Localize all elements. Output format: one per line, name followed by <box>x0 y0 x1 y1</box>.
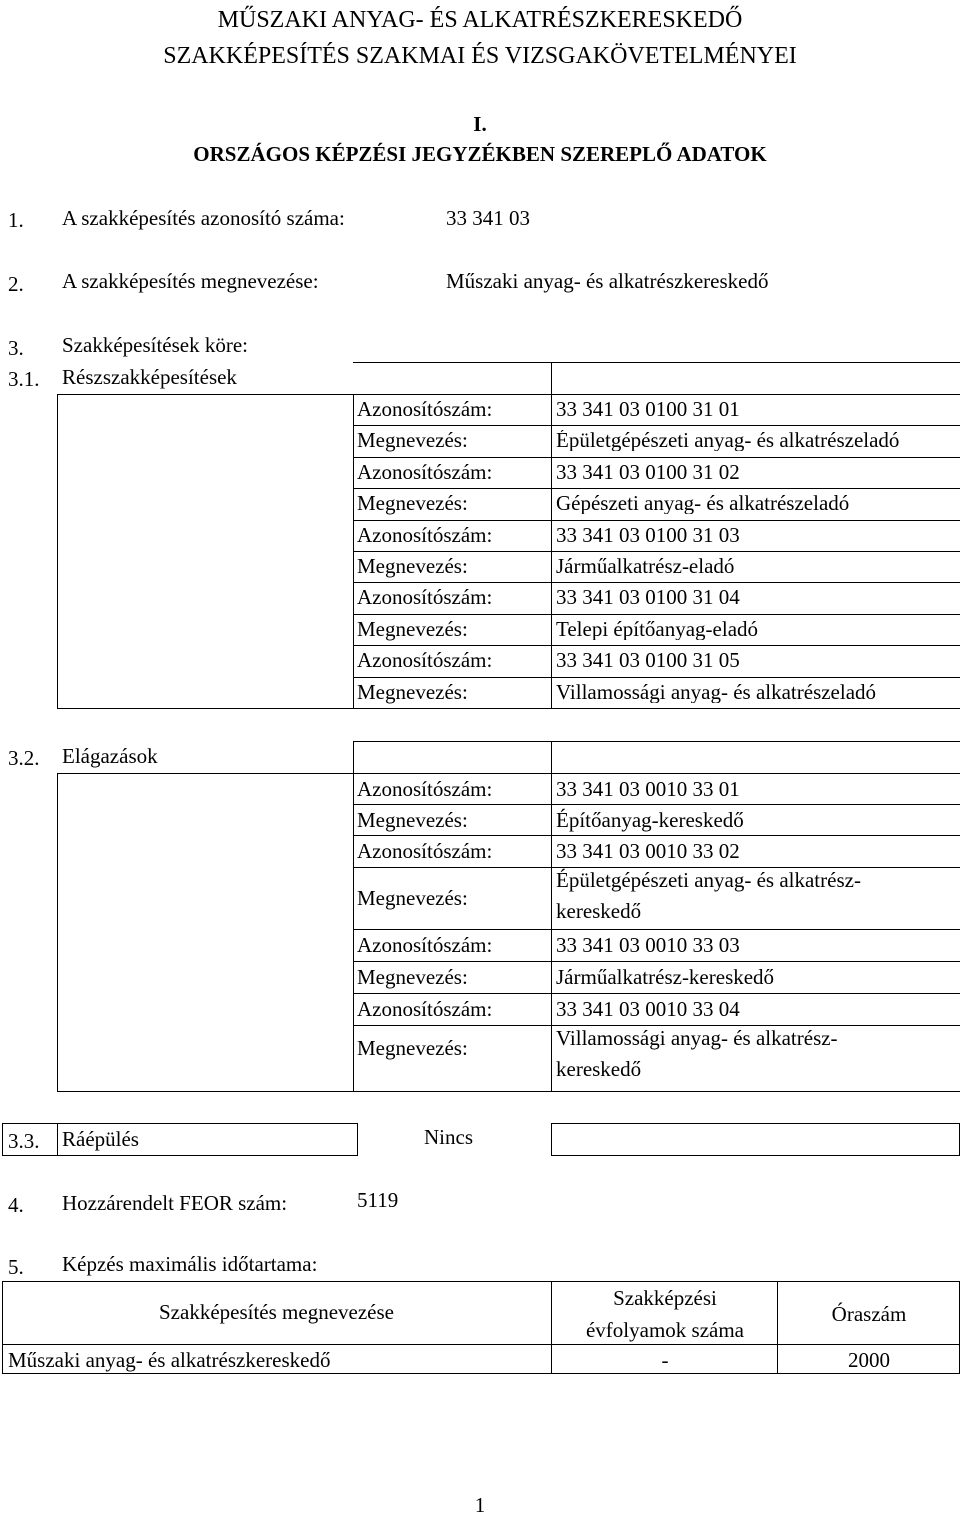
branch-value: Építőanyag-kereskedő <box>556 807 744 832</box>
subqualification-value: Épületgépészeti anyag- és alkatrészeladó <box>556 430 900 452</box>
table-header-hours: Óraszám <box>831 1302 907 1326</box>
title-line-2: SZAKKÉPESÍTÉS SZAKMAI ÉS VIZSGAKÖVETELMÉNYEI <box>163 43 797 69</box>
branch-value: 33 341 03 0010 33 03 <box>556 933 740 957</box>
branch-value-continued: kereskedő <box>556 899 642 923</box>
item-3-2-label: Elágazások <box>62 744 158 768</box>
table-cell-years: - <box>661 1348 669 1372</box>
subqualification-value: 33 341 03 0100 31 02 <box>556 461 740 483</box>
branch-key: Megnevezés: <box>357 807 468 832</box>
branch-value: Villamossági anyag- és alkatrész- <box>556 1026 838 1050</box>
subqualification-key: Megnevezés: <box>357 679 468 704</box>
add-on-box <box>2 1123 358 1156</box>
subqualification-value: Telepi építőanyag-eladó <box>556 618 759 640</box>
subqualification-value: Villamossági anyag- és alkatrészeladó <box>556 681 877 703</box>
table-header-name: Szakképesítés megnevezése <box>159 1300 394 1324</box>
branch-value: 33 341 03 0010 33 02 <box>556 839 740 863</box>
item-2-number: 2. <box>8 272 24 296</box>
branch-value: Járműalkatrész-kereskedő <box>556 965 775 989</box>
branch-key: Megnevezés: <box>357 1036 468 1060</box>
table-header-years-2: évfolyamok száma <box>585 1318 745 1342</box>
page-number: 1 <box>474 1493 486 1517</box>
subqualification-value: Járműalkatrész-eladó <box>556 556 735 577</box>
subqualification-key: Azonosítószám: <box>357 648 493 673</box>
item-3-1-label: Részszakképesítések <box>62 365 237 389</box>
table-header-years-1: Szakképzési <box>613 1286 717 1310</box>
section-heading: ORSZÁGOS KÉPZÉSI JEGYZÉKBEN SZEREPLŐ ADATOK <box>193 142 767 166</box>
item-4-number: 4. <box>8 1193 24 1217</box>
subqualification-key: Azonosítószám: <box>357 459 493 484</box>
item-3-1-number: 3.1. <box>8 367 40 391</box>
subqualification-key: Azonosítószám: <box>357 397 493 421</box>
item-4-label: Hozzárendelt FEOR szám: <box>62 1191 288 1215</box>
subqualification-value: 33 341 03 0100 31 01 <box>556 399 740 420</box>
item-2-label: A szakképesítés megnevezése: <box>62 269 319 293</box>
item-1-value: 33 341 03 <box>446 206 530 230</box>
branch-key: Megnevezés: <box>357 886 468 910</box>
subqualification-value: 33 341 03 0100 31 03 <box>556 524 740 546</box>
item-3-3-number: 3.3. <box>8 1129 40 1153</box>
table-cell-name: Műszaki anyag- és alkatrészkereskedő <box>8 1348 331 1372</box>
subqualification-key: Azonosítószám: <box>357 522 493 547</box>
subqualification-key: Megnevezés: <box>357 616 468 641</box>
branch-value: 33 341 03 0010 33 01 <box>556 776 740 801</box>
branch-key: Azonosítószám: <box>357 997 493 1021</box>
branch-key: Azonosítószám: <box>357 933 493 957</box>
subqualification-key: Megnevezés: <box>357 491 468 516</box>
title-line-1: MŰSZAKI ANYAG- ÉS ALKATRÉSZKERESKEDŐ <box>217 7 743 33</box>
item-1-label: A szakképesítés azonosító száma: <box>62 206 345 230</box>
subqualification-value: 33 341 03 0100 31 04 <box>556 587 740 609</box>
subqualification-key: Megnevezés: <box>357 554 468 578</box>
branch-key: Azonosítószám: <box>357 839 493 863</box>
section-roman-numeral: I. <box>473 112 487 136</box>
subqualification-key: Megnevezés: <box>357 428 468 453</box>
add-on-empty-box <box>551 1123 960 1156</box>
branch-value: 33 341 03 0010 33 04 <box>556 997 740 1021</box>
branch-key: Azonosítószám: <box>357 776 493 801</box>
item-5-number: 5. <box>8 1255 24 1279</box>
item-2-value: Műszaki anyag- és alkatrészkereskedő <box>446 269 769 293</box>
table-cell-hours: 2000 <box>848 1348 890 1372</box>
item-3-3-label: Ráépülés <box>62 1127 139 1151</box>
item-3-number: 3. <box>8 336 24 360</box>
item-3-label: Szakképesítések köre: <box>62 333 249 357</box>
item-5-label: Képzés maximális időtartama: <box>62 1252 318 1276</box>
item-3-2-number: 3.2. <box>8 746 40 770</box>
item-3-3-value: Nincs <box>424 1125 473 1149</box>
subqualification-value: 33 341 03 0100 31 05 <box>556 650 740 672</box>
item-4-value: 5119 <box>357 1188 399 1212</box>
item-1-number: 1. <box>8 208 24 232</box>
branch-value: Épületgépészeti anyag- és alkatrész- <box>556 868 861 892</box>
subqualification-value: Gépészeti anyag- és alkatrészeladó <box>556 493 850 515</box>
subqualification-key: Azonosítószám: <box>357 585 493 610</box>
branch-value-continued: kereskedő <box>556 1057 642 1081</box>
branch-key: Megnevezés: <box>357 965 468 989</box>
